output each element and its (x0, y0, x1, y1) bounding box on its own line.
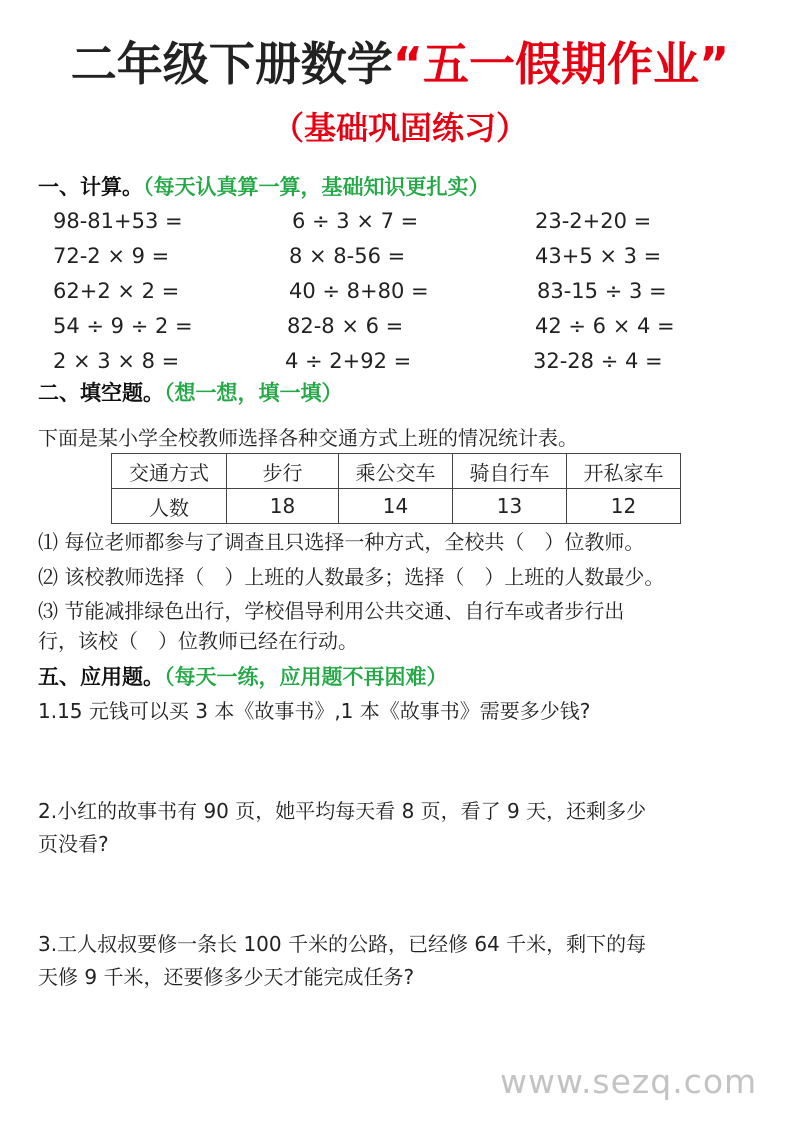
question-2: ⑵ 该校教师选择（ ）上班的人数最多；选择（ ）上班的人数最少。 (38, 565, 665, 589)
section5-header (38, 662, 448, 692)
problem-2-2: 8 × 8-56 = (289, 244, 406, 268)
question-3-line2: 行，该校（ ）位教师已经在行动。 (38, 629, 358, 653)
table-header-cell: 步行 (227, 454, 339, 489)
problem-4-2: 82-8 × 6 = (287, 314, 404, 338)
word-problem-3-line1: 3.工人叔叔要修一条长 100 千米的公路，已经修 64 千米，剩下的每 (38, 932, 647, 956)
section5-heading: 五、应用题。 (38, 665, 164, 689)
section1-header (38, 172, 490, 202)
question-1: ⑴ 每位老师都参与了调查且只选择一种方式，全校共（ ）位教师。 (38, 530, 645, 554)
site-watermark: www.sezq.com (500, 1062, 758, 1101)
problem-4-3: 42 ÷ 6 × 4 = (535, 314, 675, 338)
problem-5-3: 32-28 ÷ 4 = (533, 349, 663, 373)
table-cell: 12 (567, 489, 681, 524)
table-header-row (112, 454, 681, 489)
table-cell: 18 (227, 489, 339, 524)
table-header-cell: 开私家车 (567, 454, 681, 489)
table-header-cell: 乘公交车 (339, 454, 453, 489)
problem-5-1: 2 × 3 × 8 = (53, 349, 180, 373)
table-cell: 14 (339, 489, 453, 524)
word-problem-3-line2: 天修 9 千米，还要修多少天才能完成任务? (38, 965, 415, 989)
problem-3-3: 83-15 ÷ 3 = (537, 279, 667, 303)
table-header-cell: 交通方式 (112, 454, 227, 489)
page-title (0, 34, 800, 94)
section1-note: （每天认真算一算，基础知识更扎实） (143, 175, 490, 199)
problem-2-1: 72-2 × 9 = (53, 244, 170, 268)
word-problem-2-line1: 2.小红的故事书有 90 页，她平均每天看 8 页，看了 9 天，还剩多少 (38, 799, 647, 823)
title-homework: “五一假期作业” (392, 37, 730, 91)
title-grade: 二年级下册数学 (70, 37, 393, 91)
problem-5-2: 4 ÷ 2+92 = (285, 349, 412, 373)
problem-3-2: 40 ÷ 8+80 = (289, 279, 429, 303)
question-3-line1: ⑶ 节能减排绿色出行，学校倡导利用公共交通、自行车或者步行出 (38, 599, 625, 623)
word-problem-1: 1.15 元钱可以买 3 本《故事书》,1 本《故事书》需要多少钱? (38, 699, 591, 723)
table-cell: 人数 (112, 489, 227, 524)
problem-3-1: 62+2 × 2 = (53, 279, 180, 303)
problem-1-1: 98-81+53 = (53, 209, 183, 233)
section5-note: （每天一练，应用题不再困难） (164, 665, 448, 689)
page-subtitle: （基础巩固练习） (271, 109, 528, 147)
problem-1-2: 6 ÷ 3 × 7 = (292, 209, 419, 233)
table-header-cell: 骑自行车 (453, 454, 567, 489)
word-problem-2-line2: 页没看? (38, 832, 109, 856)
section2-heading: 二、填空题。 (38, 381, 164, 405)
table-intro: 下面是某小学全校教师选择各种交通方式上班的情况统计表。 (38, 426, 578, 450)
transport-stats-table (111, 453, 681, 524)
problem-2-3: 43+5 × 3 = (535, 244, 662, 268)
problem-4-1: 54 ÷ 9 ÷ 2 = (53, 314, 193, 338)
problem-1-3: 23-2+20 = (535, 209, 652, 233)
section1-heading: 一、计算。 (38, 175, 143, 199)
table-cell: 13 (453, 489, 567, 524)
table-row (112, 489, 681, 524)
section2-note: （想一想，填一填） (164, 381, 343, 405)
section2-header (38, 378, 343, 408)
